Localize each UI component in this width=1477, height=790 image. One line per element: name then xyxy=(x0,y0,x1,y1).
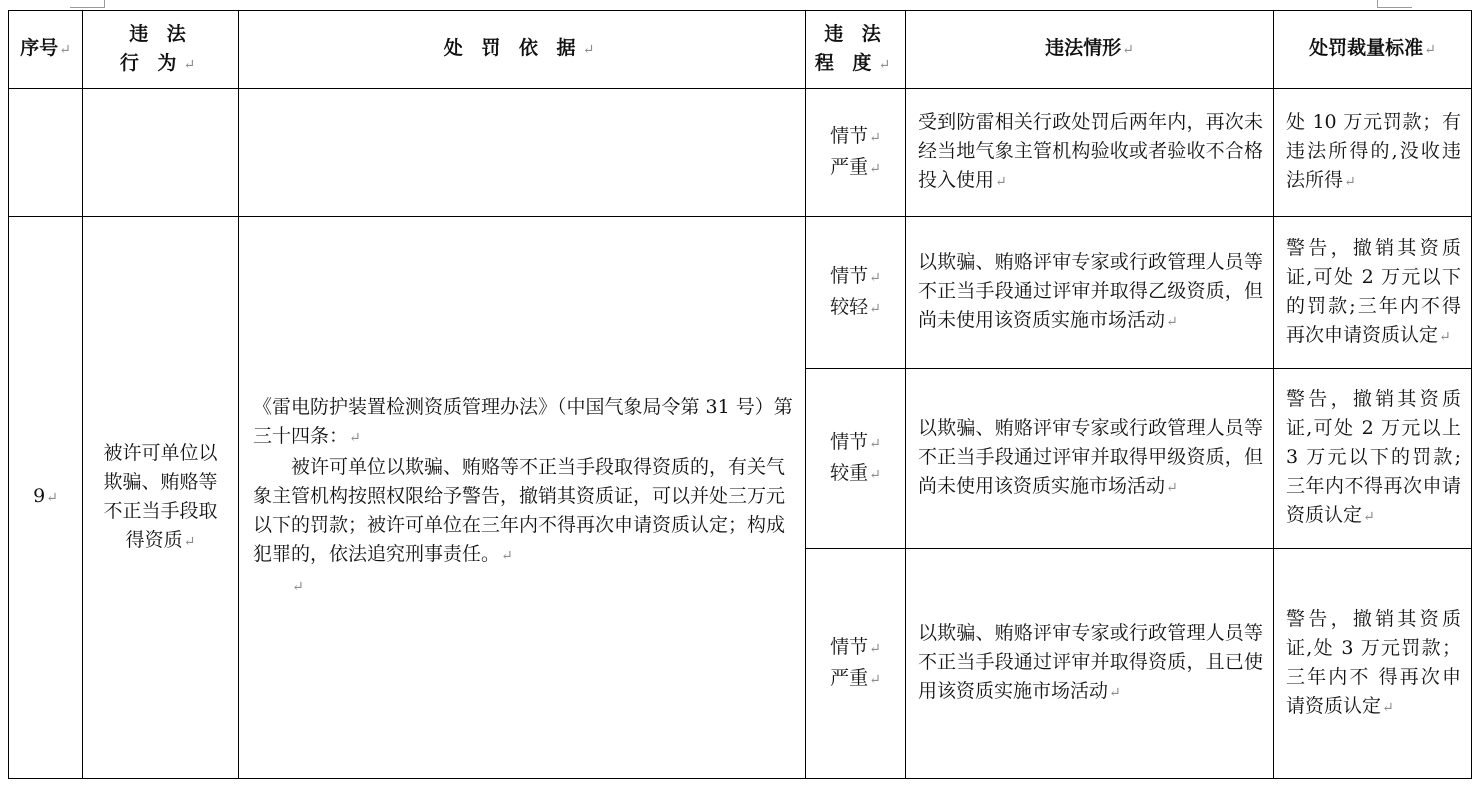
cell-situation: 受到防雷相关行政处罚后两年内，再次未经当地气象主管机构验收或者验收不合格投入使用↵ xyxy=(906,89,1274,217)
header-violation-act: 违 法 行 为↵ xyxy=(83,11,239,89)
cell-no-empty xyxy=(9,89,83,217)
cell-degree: 情节↵ 较轻↵ xyxy=(806,217,906,369)
cell-basis-empty xyxy=(239,89,806,217)
header-violation-situation: 违法情形↵ xyxy=(906,11,1274,89)
cell-standard: 警告，撤销其资质证,可处 2 万元以上 3 万元以下的罚款;三年内不得再次申请资质认定↵ xyxy=(1274,369,1472,549)
cell-penalty-basis: 《雷电防护装置检测资质管理办法》（中国气象局令第 31 号）第三十四条：↵ 被许可单位以欺骗、贿赂等不正当手段取得资质的，有关气象主管机构按照权限给予警告，撤销其资质证，可以并处三万元以下的罚款；被许可单位在三年内不得再次申请资质认定；构成犯罪的，依法追究刑事责任。↵ ↵ xyxy=(239,217,806,779)
page-corner-mark-right xyxy=(1377,0,1412,8)
cell-standard: 警告，撤销其资质证,处 3 万元罚款；三年内不 得再次申请资质认定↵ xyxy=(1274,549,1472,779)
cell-situation: 以欺骗、贿赂评审专家或行政管理人员等不正当手段通过评审并取得资质，且已使用该资质实施市场活动↵ xyxy=(906,549,1274,779)
table-row xyxy=(9,217,1472,369)
cell-item-no: 9↵ xyxy=(9,217,83,779)
cell-violation-act: 被许可单位以欺骗、贿赂等不正当手段取得资质↵ xyxy=(83,217,239,779)
cell-situation: 以欺骗、贿赂评审专家或行政管理人员等不正当手段通过评审并取得甲级资质，但尚未使用该资质实施市场活动↵ xyxy=(906,369,1274,549)
header-violation-degree: 违 法 程 度↵ xyxy=(806,11,906,89)
cell-degree: 情节↵ 较重↵ xyxy=(806,369,906,549)
header-penalty-basis: 处 罚 依 据↵ xyxy=(239,11,806,89)
cell-standard: 警告，撤销其资质证,可处 2 万元以下的罚款;三年内不得再次申请资质认定↵ xyxy=(1274,217,1472,369)
cell-situation: 以欺骗、贿赂评审专家或行政管理人员等不正当手段通过评审并取得乙级资质，但尚未使用该资质实施市场活动↵ xyxy=(906,217,1274,369)
table-header-row xyxy=(9,11,1472,89)
header-penalty-standard: 处罚裁量标准↵ xyxy=(1274,11,1472,89)
cell-act-empty xyxy=(83,89,239,217)
table-row xyxy=(9,89,1472,217)
header-no: 序号↵ xyxy=(9,11,83,89)
cell-degree: 情节↵ 严重↵ xyxy=(806,89,906,217)
cell-standard: 处 10 万元罚款；有违法所得的,没收违法所得↵ xyxy=(1274,89,1472,217)
penalty-discretion-table xyxy=(8,10,1472,779)
cell-degree: 情节↵ 严重↵ xyxy=(806,549,906,779)
page-corner-mark-left xyxy=(70,0,105,8)
